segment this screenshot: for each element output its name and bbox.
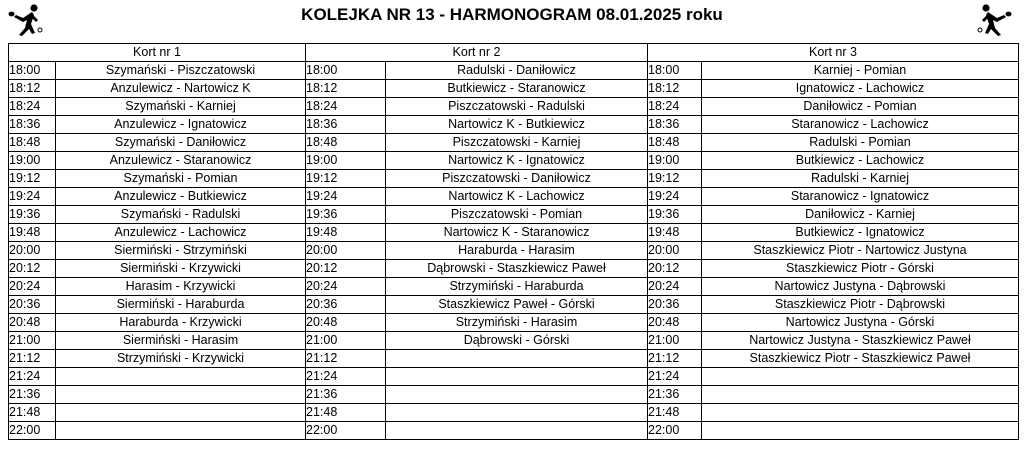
court-3-match: Daniłowicz - Pomian xyxy=(702,98,1019,116)
court-3-time: 19:24 xyxy=(648,188,702,206)
table-row xyxy=(9,188,1019,206)
court-1-match xyxy=(56,422,306,440)
court-header-row xyxy=(9,44,1019,62)
page-title: KOLEJKA NR 13 - HARMONOGRAM 08.01.2025 roku xyxy=(301,5,723,24)
court-1-match: Harasim - Krzywicki xyxy=(56,278,306,296)
court-2-match: Nartowicz K - Lachowicz xyxy=(386,188,648,206)
court-2-match xyxy=(386,368,648,386)
court-2-time: 19:48 xyxy=(306,224,386,242)
court-1-match: Anzulewicz - Ignatowicz xyxy=(56,116,306,134)
court-1-match: Anzulewicz - Nartowicz K xyxy=(56,80,306,98)
court-1-time: 20:36 xyxy=(9,296,56,314)
court-1-time: 22:00 xyxy=(9,422,56,440)
court-3-match: Butkiewicz - Ignatowicz xyxy=(702,224,1019,242)
court-1-time: 19:24 xyxy=(9,188,56,206)
court-3-match: Staszkiewicz Piotr - Dąbrowski xyxy=(702,296,1019,314)
court-2-match: Piszczatowski - Karniej xyxy=(386,134,648,152)
court-2-time: 18:00 xyxy=(306,62,386,80)
court-3-time: 19:00 xyxy=(648,152,702,170)
court-2-time: 19:36 xyxy=(306,206,386,224)
court-2-match xyxy=(386,350,648,368)
court-1-match: Szymański - Karniej xyxy=(56,98,306,116)
court-2-match xyxy=(386,422,648,440)
court-1-time: 19:12 xyxy=(9,170,56,188)
court-2-time: 19:00 xyxy=(306,152,386,170)
court-1-match: Siermiński - Haraburda xyxy=(56,296,306,314)
court-3-time: 21:36 xyxy=(648,386,702,404)
court-1-time: 21:48 xyxy=(9,404,56,422)
court-3-time: 20:48 xyxy=(648,314,702,332)
court-2-time: 20:48 xyxy=(306,314,386,332)
court-2-time: 20:12 xyxy=(306,260,386,278)
court-2-match: Nartowicz K - Staranowicz xyxy=(386,224,648,242)
court-1-match: Szymański - Pomian xyxy=(56,170,306,188)
court-1-time: 18:36 xyxy=(9,116,56,134)
court-2-match: Dąbrowski - Górski xyxy=(386,332,648,350)
table-row xyxy=(9,134,1019,152)
court-2-match: Haraburda - Harasim xyxy=(386,242,648,260)
table-row xyxy=(9,350,1019,368)
court-3-time: 19:12 xyxy=(648,170,702,188)
court-3-match xyxy=(702,404,1019,422)
court-1-match: Szymański - Piszczatowski xyxy=(56,62,306,80)
court-1-time: 21:12 xyxy=(9,350,56,368)
court-1-time: 21:00 xyxy=(9,332,56,350)
schedule-body xyxy=(9,62,1019,440)
court-3-time: 21:48 xyxy=(648,404,702,422)
table-row xyxy=(9,224,1019,242)
court-1-header: Kort nr 1 xyxy=(9,44,306,62)
court-1-match: Haraburda - Krzywicki xyxy=(56,314,306,332)
court-3-match: Radulski - Karniej xyxy=(702,170,1019,188)
court-2-match: Strzymiński - Haraburda xyxy=(386,278,648,296)
table-row xyxy=(9,152,1019,170)
table-row xyxy=(9,278,1019,296)
table-row xyxy=(9,422,1019,440)
court-1-time: 20:48 xyxy=(9,314,56,332)
court-2-time: 21:36 xyxy=(306,386,386,404)
table-row xyxy=(9,116,1019,134)
table-tennis-player-icon xyxy=(976,3,1012,37)
court-2-match: Piszczatowski - Pomian xyxy=(386,206,648,224)
court-1-match xyxy=(56,404,306,422)
court-3-time: 20:00 xyxy=(648,242,702,260)
table-row xyxy=(9,242,1019,260)
court-3-time: 19:48 xyxy=(648,224,702,242)
court-1-match: Anzulewicz - Staranowicz xyxy=(56,152,306,170)
court-1-time: 20:24 xyxy=(9,278,56,296)
court-1-match xyxy=(56,386,306,404)
court-1-time: 21:36 xyxy=(9,386,56,404)
court-2-time: 21:24 xyxy=(306,368,386,386)
court-1-match: Siermiński - Harasim xyxy=(56,332,306,350)
court-3-match xyxy=(702,386,1019,404)
table-row xyxy=(9,386,1019,404)
court-3-match: Staszkiewicz Piotr - Nartowicz Justyna xyxy=(702,242,1019,260)
table-row xyxy=(9,170,1019,188)
court-3-match: Staranowicz - Lachowicz xyxy=(702,116,1019,134)
court-2-match: Radulski - Daniłowicz xyxy=(386,62,648,80)
court-2-time: 21:12 xyxy=(306,350,386,368)
court-1-time: 19:36 xyxy=(9,206,56,224)
court-3-match: Karniej - Pomian xyxy=(702,62,1019,80)
court-2-time: 18:12 xyxy=(306,80,386,98)
court-1-time: 18:24 xyxy=(9,98,56,116)
court-2-time: 22:00 xyxy=(306,422,386,440)
court-2-time: 21:48 xyxy=(306,404,386,422)
court-2-time: 20:36 xyxy=(306,296,386,314)
court-2-match xyxy=(386,386,648,404)
court-3-match: Daniłowicz - Karniej xyxy=(702,206,1019,224)
court-1-time: 18:00 xyxy=(9,62,56,80)
table-row xyxy=(9,314,1019,332)
court-2-time: 18:48 xyxy=(306,134,386,152)
header xyxy=(0,0,1024,40)
court-3-time: 19:36 xyxy=(648,206,702,224)
court-3-time: 21:00 xyxy=(648,332,702,350)
table-row xyxy=(9,260,1019,278)
court-3-time: 18:00 xyxy=(648,62,702,80)
court-1-match xyxy=(56,368,306,386)
court-3-match xyxy=(702,422,1019,440)
table-row xyxy=(9,98,1019,116)
table-row xyxy=(9,332,1019,350)
court-3-match: Nartowicz Justyna - Górski xyxy=(702,314,1019,332)
court-1-time: 19:48 xyxy=(9,224,56,242)
court-2-match: Staszkiewicz Paweł - Górski xyxy=(386,296,648,314)
court-3-time: 18:24 xyxy=(648,98,702,116)
court-2-match: Dąbrowski - Staszkiewicz Paweł xyxy=(386,260,648,278)
table-row xyxy=(9,296,1019,314)
court-1-time: 18:48 xyxy=(9,134,56,152)
court-3-match: Radulski - Pomian xyxy=(702,134,1019,152)
table-row xyxy=(9,62,1019,80)
court-2-match: Butkiewicz - Staranowicz xyxy=(386,80,648,98)
schedule-table xyxy=(8,43,1019,440)
court-3-match: Nartowicz Justyna - Staszkiewicz Paweł xyxy=(702,332,1019,350)
court-3-match: Butkiewicz - Lachowicz xyxy=(702,152,1019,170)
court-2-header: Kort nr 2 xyxy=(306,44,648,62)
court-3-time: 20:24 xyxy=(648,278,702,296)
court-3-time: 21:24 xyxy=(648,368,702,386)
court-2-time: 20:24 xyxy=(306,278,386,296)
court-3-header: Kort nr 3 xyxy=(648,44,1019,62)
court-1-match: Strzymiński - Krzywicki xyxy=(56,350,306,368)
court-2-match xyxy=(386,404,648,422)
court-2-time: 18:24 xyxy=(306,98,386,116)
court-3-time: 18:36 xyxy=(648,116,702,134)
court-2-time: 18:36 xyxy=(306,116,386,134)
court-2-match: Nartowicz K - Butkiewicz xyxy=(386,116,648,134)
court-1-time: 21:24 xyxy=(9,368,56,386)
court-1-time: 20:00 xyxy=(9,242,56,260)
court-3-time: 20:36 xyxy=(648,296,702,314)
court-2-match: Strzymiński - Harasim xyxy=(386,314,648,332)
court-1-match: Anzulewicz - Butkiewicz xyxy=(56,188,306,206)
court-1-match: Anzulewicz - Lachowicz xyxy=(56,224,306,242)
court-1-time: 20:12 xyxy=(9,260,56,278)
court-2-match: Nartowicz K - Ignatowicz xyxy=(386,152,648,170)
court-3-time: 21:12 xyxy=(648,350,702,368)
court-3-match: Staranowicz - Ignatowicz xyxy=(702,188,1019,206)
court-3-time: 22:00 xyxy=(648,422,702,440)
court-2-match: Piszczatowski - Radulski xyxy=(386,98,648,116)
court-3-match: Nartowicz Justyna - Dąbrowski xyxy=(702,278,1019,296)
table-row xyxy=(9,206,1019,224)
court-1-time: 18:12 xyxy=(9,80,56,98)
court-1-match: Szymański - Radulski xyxy=(56,206,306,224)
court-1-match: Siermiński - Strzymiński xyxy=(56,242,306,260)
court-1-match: Siermiński - Krzywicki xyxy=(56,260,306,278)
court-2-time: 19:24 xyxy=(306,188,386,206)
table-row xyxy=(9,404,1019,422)
court-3-match: Staszkiewicz Piotr - Staszkiewicz Paweł xyxy=(702,350,1019,368)
court-1-match: Szymański - Daniłowicz xyxy=(56,134,306,152)
court-2-time: 19:12 xyxy=(306,170,386,188)
court-3-match xyxy=(702,368,1019,386)
court-2-time: 20:00 xyxy=(306,242,386,260)
court-2-match: Piszczatowski - Daniłowicz xyxy=(386,170,648,188)
court-2-time: 21:00 xyxy=(306,332,386,350)
court-3-match: Ignatowicz - Lachowicz xyxy=(702,80,1019,98)
court-3-match: Staszkiewicz Piotr - Górski xyxy=(702,260,1019,278)
court-3-time: 20:12 xyxy=(648,260,702,278)
court-3-time: 18:48 xyxy=(648,134,702,152)
table-row xyxy=(9,80,1019,98)
court-3-time: 18:12 xyxy=(648,80,702,98)
table-row xyxy=(9,368,1019,386)
court-1-time: 19:00 xyxy=(9,152,56,170)
